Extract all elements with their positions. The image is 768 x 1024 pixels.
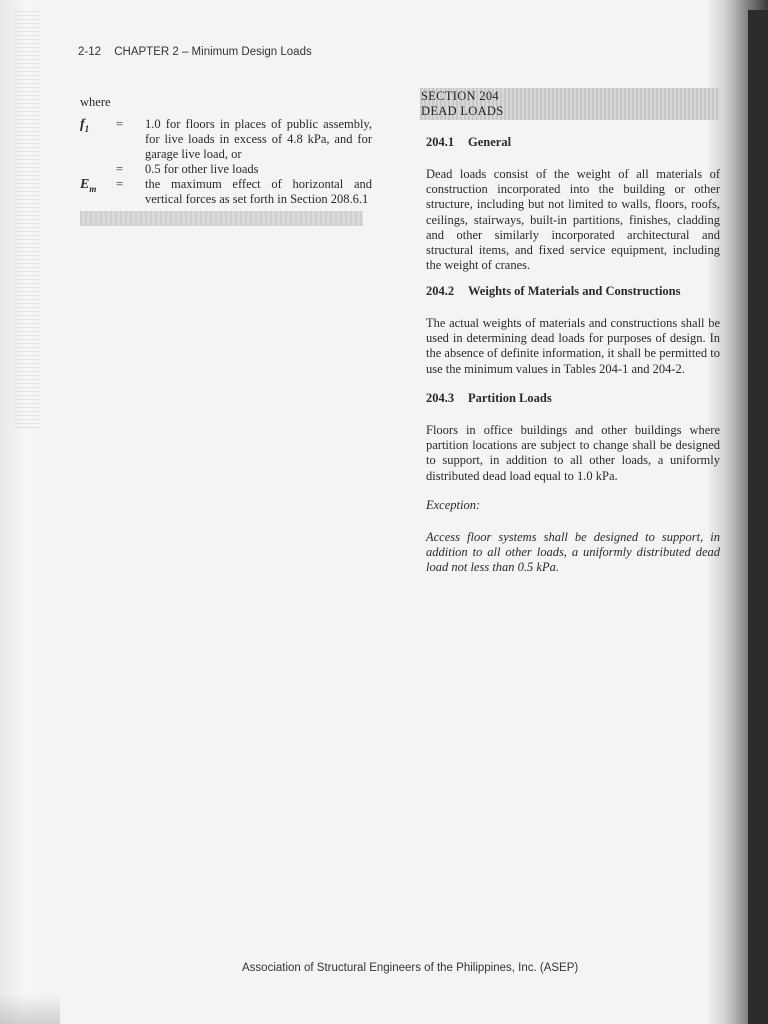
- section-number: SECTION 204: [421, 89, 499, 103]
- subsection-204-1: [426, 135, 720, 150]
- equals-sign: =: [116, 117, 124, 131]
- paragraph-partition: Floors in office buildings and other buildings where partition locations are subject to change shall be designed to support, in addition to all other loads, a uniformly distributed dead load equal to 1.0 kPa.: [426, 423, 720, 483]
- paragraph-weights: The actual weights of materials and constructions shall be used in determining dead loads for purposes of design. In the absence of definite information, it shall be permitted to use the minimum values in Tables 204-1 and 204-2.: [426, 316, 720, 376]
- symbol-em: $E_m$: [80, 177, 97, 194]
- definition-f1: [80, 117, 372, 162]
- where-label: where: [80, 95, 111, 109]
- section-title: [421, 89, 504, 119]
- symbol-f1: $f_1$: [80, 117, 90, 134]
- scan-artifact-bottom: [0, 994, 60, 1024]
- subsection-heading: 204.3 Partition Loads: [426, 391, 552, 405]
- definition-em: [80, 177, 372, 207]
- scan-artifact: [14, 8, 40, 428]
- definition-f1-alt: [80, 162, 372, 177]
- exception-label: Exception:: [426, 498, 481, 512]
- running-header: [78, 46, 312, 58]
- equals-sign: =: [116, 177, 124, 191]
- definition-text: 1.0 for floors in places of public assembly, for live loads in excess of 4.8 kPa, and for garage live load, or: [145, 117, 372, 161]
- book-spine: [748, 10, 768, 1024]
- equals-sign: =: [116, 162, 124, 176]
- paragraph-general: Dead loads consist of the weight of all materials of construction incorporated into the building or other structure, including but not limited to walls, floors, roofs, ceilings, stairways, built-in partitions, finishes, cladding and other similarly incorporated architectural and structural items, and fixed service equipment, including the weight of cranes.: [426, 167, 720, 273]
- subsection-204-3: [426, 391, 720, 406]
- subsection-204-2: [426, 284, 720, 299]
- subsection-heading: 204.2 Weights of Materials and Constructions: [426, 284, 681, 298]
- chapter-title: CHAPTER 2 – Minimum Design Loads: [114, 46, 312, 58]
- subsection-heading: 204.1 General: [426, 135, 512, 149]
- symbol-blank: [80, 162, 116, 177]
- definition-text: the maximum effect of horizontal and vertical forces as set forth in Section 208.6.1: [145, 177, 372, 206]
- section-name: DEAD LOADS: [421, 104, 504, 118]
- definition-text: 0.5 for other live loads: [145, 162, 259, 176]
- page-footer: Association of Structural Engineers of the Philippines, Inc. (ASEP): [242, 962, 579, 974]
- section-end-rule: [80, 211, 363, 226]
- page-number: 2-12: [78, 46, 102, 58]
- exception-text: Access floor systems shall be designed to support, in addition to all other loads, a uniformly distributed dead load not less than 0.5 kPa.: [426, 530, 720, 575]
- definition-list: [80, 117, 372, 207]
